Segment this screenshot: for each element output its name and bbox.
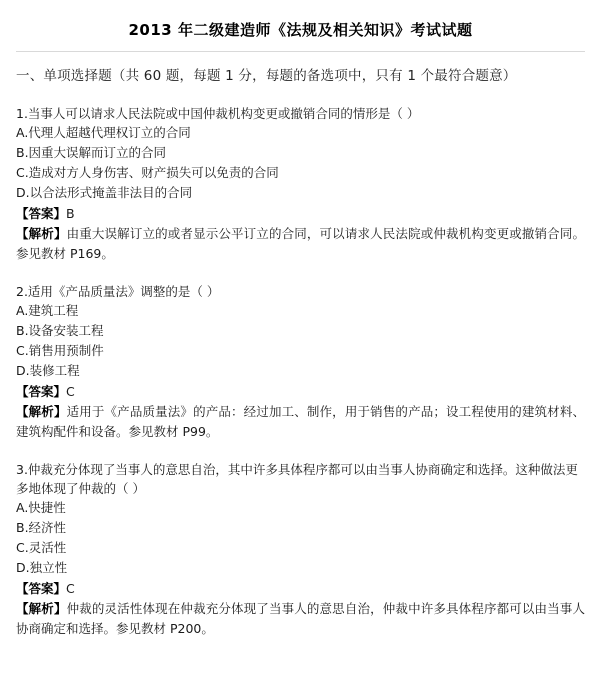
question-option: C.销售用预制件	[16, 343, 104, 358]
title-divider	[16, 51, 585, 52]
question-option: A.代理人超越代理权订立的合同	[16, 125, 191, 140]
explanation-text: 由重大误解订立的或者显示公平订立的合同，可以请求人民法院或仲裁机构变更或撤销合同。参见教材 P169。	[16, 226, 585, 261]
question-option: B.设备安装工程	[16, 323, 104, 338]
answer-line	[16, 578, 585, 599]
explanation-text: 仲裁的灵活性体现在仲裁充分体现了当事人的意思自治，仲裁中许多具体程序都可以由当事人协商确定和选择。参见教材 P200。	[16, 601, 585, 636]
answer-line	[16, 203, 585, 224]
page-title: 2013 年二级建造师《法规及相关知识》考试试题	[128, 21, 473, 39]
explanation-line	[16, 224, 585, 264]
question-block	[16, 104, 585, 264]
answer-label: 【答案】	[16, 581, 67, 596]
question-option: D.以合法形式掩盖非法目的合同	[16, 185, 193, 200]
explanation-label: 【解析】	[16, 404, 67, 419]
explanation-line	[16, 402, 585, 442]
explanation-label: 【解析】	[16, 226, 67, 241]
question-option: A.建筑工程	[16, 303, 79, 318]
question-option: B.经济性	[16, 520, 67, 535]
answer-value: C	[66, 581, 75, 596]
explanation-line	[16, 599, 585, 639]
question-option: A.快捷性	[16, 500, 66, 515]
question-stem: 1.当事人可以请求人民法院或中国仲裁机构变更或撤销合同的情形是（ ）	[16, 106, 420, 121]
question-option: C.造成对方人身伤害、财产损失可以免责的合同	[16, 165, 279, 180]
answer-value: B	[66, 206, 75, 221]
explanation-text: 适用于《产品质量法》的产品：经过加工、制作，用于销售的产品；设工程使用的建筑材料、建筑构配件和设备。参见教材 P99。	[16, 404, 585, 439]
question-option: D.装修工程	[16, 363, 80, 378]
question-block	[16, 460, 585, 639]
answer-value: C	[66, 384, 75, 399]
explanation-label: 【解析】	[16, 601, 67, 616]
answer-line	[16, 381, 585, 402]
answer-label: 【答案】	[16, 384, 67, 399]
question-stem: 3.仲裁充分体现了当事人的意思自治，其中许多具体程序都可以由当事人协商确定和选择。这种做法更多地体现了仲裁的（ ）	[16, 462, 578, 496]
question-option: C.灵活性	[16, 540, 67, 555]
section-heading: 一、单项选择题（共 60 题，每题 1 分，每题的备选项中，只有 1 个最符合题意）	[16, 68, 517, 84]
question-option: D.独立性	[16, 560, 68, 575]
question-stem: 2.适用《产品质量法》调整的是（ ）	[16, 284, 220, 299]
question-block	[16, 282, 585, 442]
question-option: B.因重大误解而订立的合同	[16, 145, 167, 160]
answer-label: 【答案】	[16, 206, 67, 221]
